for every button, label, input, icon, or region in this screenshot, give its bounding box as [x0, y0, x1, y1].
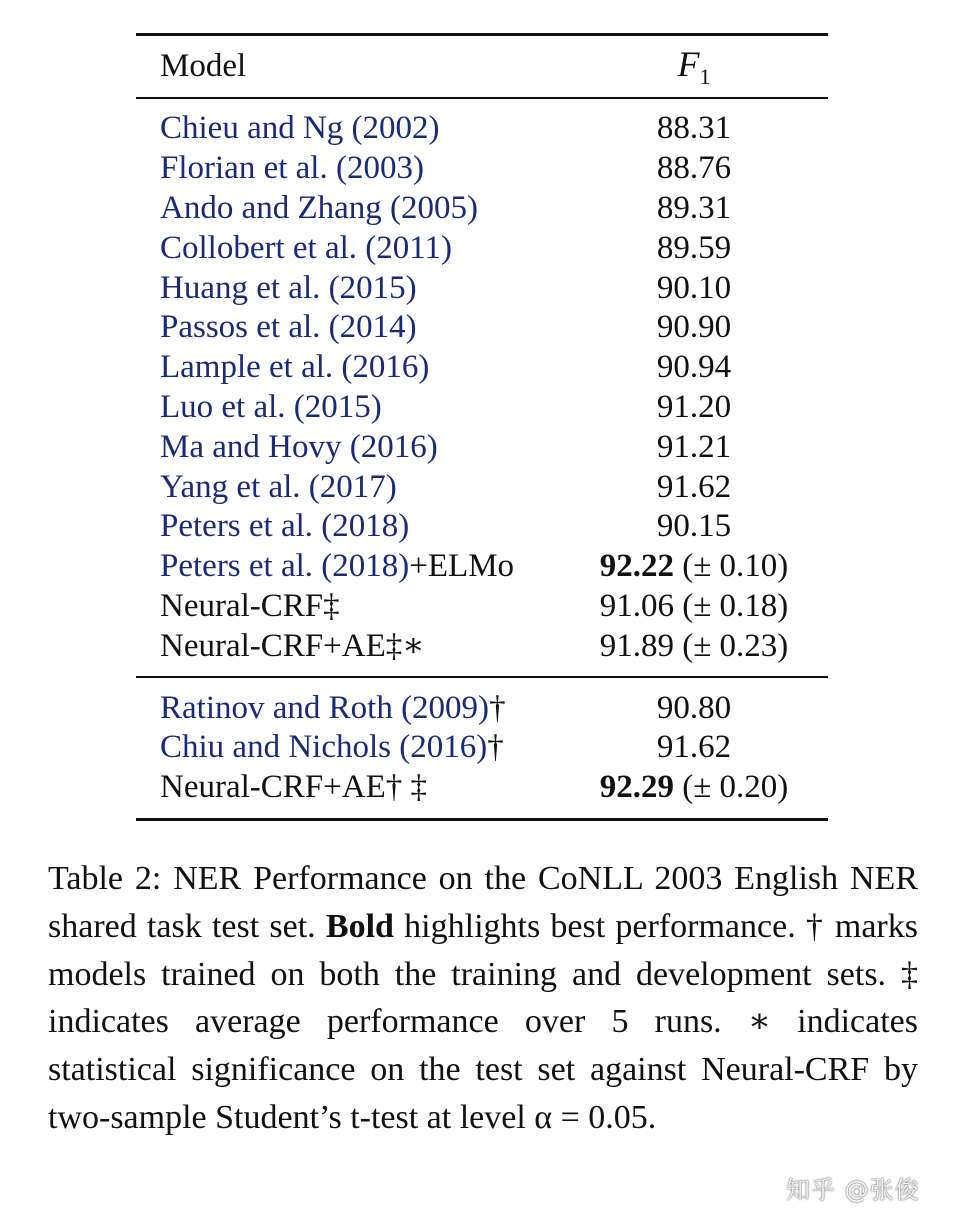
table-row	[136, 149, 828, 189]
model-cell	[136, 152, 560, 185]
table-row	[136, 507, 828, 547]
f1-cell	[560, 731, 828, 764]
f1-cell	[560, 112, 828, 145]
f1-cell	[560, 351, 828, 384]
results-group-1	[136, 99, 828, 676]
results-table	[136, 33, 828, 821]
f1-cell	[560, 311, 828, 344]
citation-link[interactable]: Lample et al. (2016)	[160, 349, 430, 386]
table-row	[136, 388, 828, 428]
f1-value: 91.06	[599, 587, 674, 624]
model-suffix: †	[489, 689, 506, 726]
f1-value: 90.90	[656, 309, 732, 346]
model-cell	[136, 468, 560, 505]
table-row	[136, 109, 828, 149]
citation-link[interactable]: Huang et al. (2015)	[160, 269, 417, 306]
table-caption: Table 2: NER Performance on the CoNLL 2003 English NER shared task test set. Bold highlights best performance. † marks models trained on both the training and development sets. ‡ indicates average performance over 5 runs. ∗ indicates statistical significance on the test set against Neural-CRF by two-sample Student’s t-test at level α = 0.05.	[48, 860, 918, 1136]
f1-cell	[560, 510, 828, 543]
f1-cell	[560, 587, 828, 624]
citation-link[interactable]: Ma and Hovy (2016)	[160, 428, 438, 465]
f1-value: 90.80	[656, 689, 732, 726]
model-cell	[136, 627, 560, 664]
table-row	[136, 587, 828, 627]
model-cell	[136, 587, 560, 624]
citation-link[interactable]: Florian et al. (2003)	[160, 150, 424, 187]
citation-link[interactable]: Ratinov and Roth (2009)	[160, 689, 490, 726]
citation-link[interactable]: Chieu and Ng (2002)	[160, 110, 440, 147]
model-cell	[136, 771, 560, 804]
table-row	[136, 348, 828, 388]
f1-value: 90.15	[656, 508, 732, 545]
table-row	[136, 427, 828, 467]
f1-value: 90.94	[656, 349, 732, 386]
f1-std: (± 0.23)	[673, 627, 789, 664]
f1-cell	[560, 388, 828, 425]
f1-cell	[560, 550, 828, 583]
model-cell	[136, 388, 560, 425]
f1-cell	[560, 152, 828, 185]
model-cell	[136, 689, 560, 726]
f1-cell	[560, 771, 828, 804]
model-cell	[136, 311, 560, 344]
table-row	[136, 768, 828, 808]
citation-link[interactable]: Passos et al. (2014)	[160, 309, 417, 346]
model-cell	[136, 229, 560, 266]
f1-value: 88.31	[656, 110, 732, 147]
model-cell	[136, 731, 560, 764]
f1-std: (± 0.18)	[673, 587, 789, 624]
f1-value: 90.10	[656, 269, 732, 306]
f1-value: 91.62	[656, 729, 732, 766]
f1-cell	[560, 689, 828, 726]
table-header	[136, 36, 828, 97]
citation-link[interactable]: Peters et al. (2018)	[160, 508, 410, 545]
table-row	[136, 268, 828, 308]
model-suffix: +ELMo	[409, 548, 515, 585]
table-row	[136, 547, 828, 587]
table-row	[136, 728, 828, 768]
f1-value: 88.76	[656, 150, 732, 187]
table-row	[136, 626, 828, 666]
table-row	[136, 688, 828, 728]
f1-cell	[560, 627, 828, 664]
model-suffix: †	[487, 729, 504, 766]
model-cell	[136, 112, 560, 145]
model-cell	[136, 550, 560, 583]
f1-value: 89.31	[656, 189, 732, 226]
model-cell	[136, 189, 560, 226]
model-cell	[136, 428, 560, 465]
model-cell	[136, 269, 560, 306]
header-f1: $F_1$	[677, 43, 711, 90]
f1-cell	[560, 428, 828, 465]
table-row	[136, 467, 828, 507]
f1-value: 89.59	[656, 229, 732, 266]
citation-link[interactable]: Luo et al. (2015)	[160, 388, 382, 425]
citation-link[interactable]: Chiu and Nichols (2016)	[160, 729, 488, 766]
citation-link[interactable]: Yang et al. (2017)	[160, 468, 397, 505]
model-name: Neural-CRF+AE† ‡	[160, 769, 427, 806]
table-row	[136, 228, 828, 268]
f1-value: 91.62	[656, 468, 732, 505]
bottom-rule	[136, 818, 828, 821]
f1-value: 92.22	[599, 548, 674, 585]
f1-cell	[560, 189, 828, 226]
model-cell	[136, 351, 560, 384]
f1-value: 91.89	[599, 627, 674, 664]
table-row	[136, 189, 828, 229]
table-row	[136, 308, 828, 348]
f1-cell	[560, 229, 828, 266]
f1-value: 91.20	[656, 388, 732, 425]
f1-std: (± 0.20)	[673, 769, 789, 806]
f1-std: (± 0.10)	[673, 548, 789, 585]
f1-value: 91.21	[656, 428, 732, 465]
header-model: Model	[160, 48, 247, 84]
watermark: 知乎 @张俊	[786, 1176, 920, 1204]
model-name: Neural-CRF‡	[160, 587, 340, 624]
model-cell	[136, 510, 560, 543]
f1-value: 92.29	[599, 769, 674, 806]
f1-cell	[560, 269, 828, 306]
results-group-2	[136, 678, 828, 817]
citation-link[interactable]: Peters et al. (2018)	[160, 548, 410, 585]
citation-link[interactable]: Collobert et al. (2011)	[160, 229, 453, 266]
model-name: Neural-CRF+AE‡∗	[160, 627, 425, 664]
citation-link[interactable]: Ando and Zhang (2005)	[160, 189, 479, 226]
f1-cell	[560, 468, 828, 505]
